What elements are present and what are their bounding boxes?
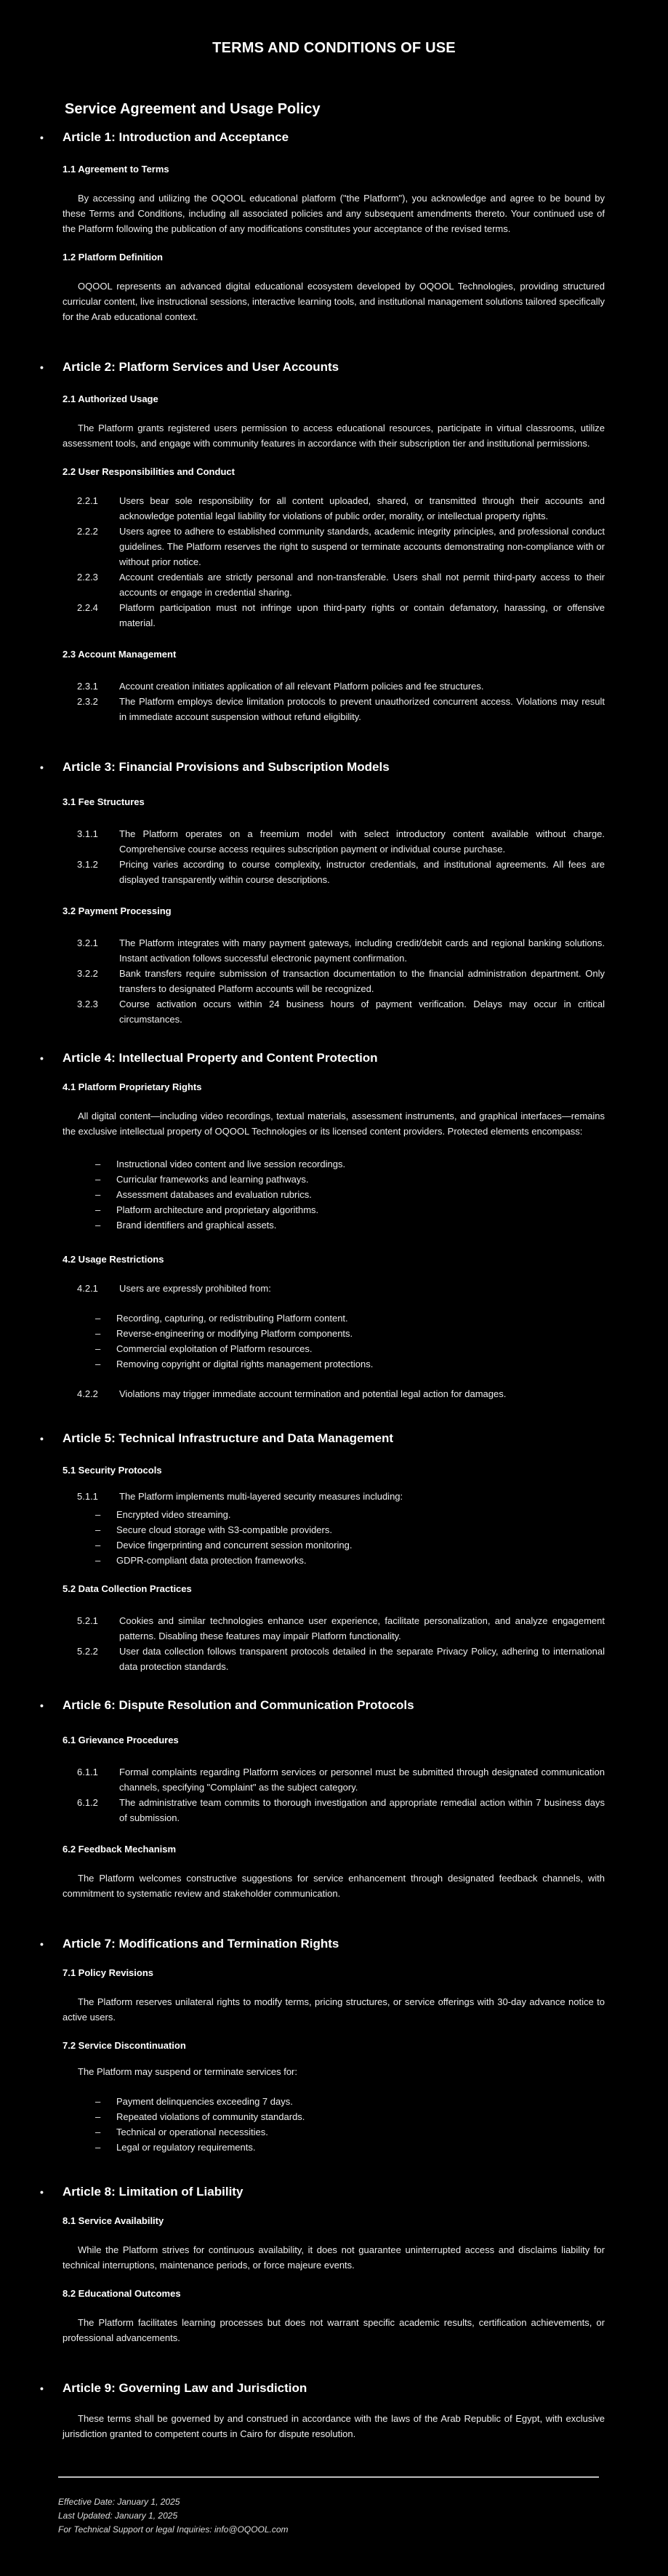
dash-icon: – [95,1509,101,1520]
document-subtitle: Service Agreement and Usage Policy [65,101,321,117]
item-number: 2.2.1 [77,495,98,506]
dash-icon: – [95,2127,101,2137]
item-number: 4.2.2 [77,1388,98,1399]
list-item [0,996,605,1027]
article-paragraph: These terms shall be governed by and construed in accordance with the laws of the Arab Republic of Egypt, with exclusive jurisdiction granted to competent courts in Cairo for dispute resolution. [63,2413,605,2439]
item-number: 3.2.3 [77,999,98,1009]
contact-info: For Technical Support or legal Inquiries: info@OQOOL.com [58,2524,289,2535]
numbered-list [0,1386,668,1401]
article-5 [0,1431,668,1674]
list-item [0,2094,668,2109]
item-text: Assessment databases and evaluation rubrics. [116,1189,312,1200]
numbered-list [0,1281,668,1296]
list-item [0,966,605,996]
list-item [0,1522,668,1537]
list-item [0,1507,668,1522]
numbered-list [0,1489,668,1504]
footer [0,2495,668,2537]
numbered-list [0,1613,668,1674]
item-text: The Platform integrates with many payment gateways, including credit/debit cards and regional banking solutions. Instant activation follows successful electronic payment confirmation. [119,937,605,964]
item-number: 2.3.1 [77,681,98,692]
document-title: TERMS AND CONDITIONS OF USE [212,40,456,56]
list-item [0,2124,668,2140]
article-title: Article 7: Modifications and Termination Rights [63,1937,339,1951]
item-number: 3.1.2 [77,859,98,870]
dash-icon: – [95,1174,101,1185]
list-item [0,1217,668,1233]
dash-icon: – [95,2096,101,2107]
item-text: User data collection follows transparent protocols detailed in the separate Privacy Policy, adhering to international data protection standards. [119,1646,605,1672]
section-paragraph: The Platform facilitates learning processes but does not warrant specific academic results, certification achievements, or professional advancements. [63,2317,605,2343]
item-text: The Platform employs device limitation protocols to prevent unauthorized concurrent access. Violations may result in immediate account suspension without refund eligibility. [119,696,605,722]
item-number: 5.2.1 [77,1615,98,1626]
item-text: Commercial exploitation of Platform resources. [116,1343,313,1354]
item-number: 5.1.1 [77,1491,98,1502]
list-item [0,1553,668,1568]
list-item [0,1187,668,1202]
dash-list [0,1311,668,1372]
item-number: 5.2.2 [77,1646,98,1657]
item-text: Users agree to adhere to established community standards, academic integrity principles, and professional conduct guidelines. The Platform reserves the right to suspend or terminate accounts demonstrating non-compliance with or without prior notice. [119,526,605,567]
article-title: Article 2: Platform Services and User Accounts [63,360,339,374]
article-heading [0,359,668,375]
dash-icon: – [95,1524,101,1535]
article-7 [0,1936,668,2155]
list-item [0,1613,605,1644]
section-heading: 2.3 Account Management [63,649,177,660]
numbered-list [0,1764,668,1825]
list-item [0,1537,668,1553]
list-item [0,826,605,857]
item-text: Device fingerprinting and concurrent session monitoring. [116,1540,353,1551]
item-text: Bank transfers require submission of transaction documentation to the financial administration department. Only transfers to designated Platform accounts will be recognized. [119,968,605,994]
section-heading: 2.1 Authorized Usage [63,393,158,404]
dash-list [0,2094,668,2155]
dash-icon: – [95,1359,101,1369]
item-text: Platform architecture and proprietary algorithms. [116,1204,319,1215]
list-item [0,935,605,966]
list-item [0,1156,668,1172]
article-9 [0,2380,668,2441]
item-number: 2.2.2 [77,526,98,537]
list-item [0,1281,605,1296]
list-item [0,2140,668,2155]
bullet-icon: • [40,761,44,773]
item-text: Account credentials are strictly personal and non-transferable. Users shall not permit third-party access to their accounts or engage in credential sharing. [119,572,605,598]
section-heading: 4.2 Usage Restrictions [63,1254,164,1265]
article-title: Article 4: Intellectual Property and Content Protection [63,1051,378,1065]
dash-icon: – [95,2111,101,2122]
list-item [0,1311,668,1326]
item-number: 3.1.1 [77,828,98,839]
article-8 [0,2184,668,2345]
dash-icon: – [95,1220,101,1231]
section-paragraph: By accessing and utilizing the OQOOL educational platform ("the Platform"), you acknowledge and agree to be bound by these Terms and Conditions, including all associated policies and any subsequent amendments thereto. Your continued use of the Platform following the publication of any modifications constitutes your acceptance of the revised terms. [63,193,605,234]
bullet-icon: • [40,1700,44,1711]
list-item [0,679,605,694]
dash-icon: – [95,1328,101,1339]
item-number: 3.2.1 [77,937,98,948]
item-number: 2.2.4 [77,602,98,613]
section-heading: 5.1 Security Protocols [63,1465,162,1476]
list-item [0,1764,605,1795]
list-item [0,1795,605,1825]
section-heading: 2.2 User Responsibilities and Conduct [63,466,235,477]
item-text: Recording, capturing, or redistributing Platform content. [116,1313,348,1324]
list-item [0,600,605,631]
article-4 [0,1050,668,1401]
item-text: Payment delinquencies exceeding 7 days. [116,2096,293,2107]
dash-icon: – [95,1159,101,1169]
item-text: Repeated violations of community standards. [116,2111,305,2122]
bullet-icon: • [40,361,44,373]
bullet-icon: • [40,1433,44,1444]
article-heading [0,2380,668,2396]
item-text: GDPR-compliant data protection frameworks. [116,1555,307,1566]
article-heading [0,1431,668,1447]
item-text: The administrative team commits to thorough investigation and appropriate remedial action within 7 business days of submission. [119,1797,605,1823]
item-text: The Platform operates on a freemium model with select introductory content available without charge. Comprehensive course access requires subscription payment or individual course purchase. [119,828,605,855]
item-text: Removing copyright or digital rights management protections. [116,1359,374,1369]
dash-icon: – [95,2142,101,2153]
article-title: Article 1: Introduction and Acceptance [63,130,289,144]
item-number: 2.2.3 [77,572,98,583]
article-heading [0,2184,668,2200]
list-item [0,1172,668,1187]
item-text: Encrypted video streaming. [116,1509,231,1520]
section-paragraph: The Platform grants registered users permission to access educational resources, participate in virtual classrooms, utilize assessment tools, and engage with community features in accordance with their subscription tier and institutional permissions. [63,423,605,449]
list-item [0,2109,668,2124]
bullet-icon: • [40,1052,44,1064]
effective-date: Effective Date: January 1, 2025 [58,2497,180,2507]
list-item [0,694,605,724]
item-text: Curricular frameworks and learning pathways. [116,1174,309,1185]
article-title: Article 3: Financial Provisions and Subscription Models [63,760,390,774]
bullet-icon: • [40,132,44,143]
section-heading: 3.2 Payment Processing [63,905,172,916]
item-text: Formal complaints regarding Platform services or personnel must be submitted through designated communication channels, specifying "Complaint" as the subject category. [119,1767,605,1793]
list-item [0,857,605,887]
article-1 [0,129,668,324]
list-item [0,524,605,569]
section-heading: 3.1 Fee Structures [63,796,145,807]
section-paragraph: The Platform welcomes constructive suggestions for service enhancement through designated feedback channels, with commitment to systematic review and stakeholder communication. [63,1873,605,1899]
article-heading [0,129,668,145]
article-title: Article 6: Dispute Resolution and Communication Protocols [63,1698,414,1712]
numbered-list [0,493,668,631]
article-title: Article 5: Technical Infrastructure and Data Management [63,1431,394,1445]
last-updated: Last Updated: January 1, 2025 [58,2511,178,2521]
item-number: 3.2.2 [77,968,98,979]
list-item [0,569,605,600]
list-item [0,1644,605,1674]
item-text: Platform participation must not infringe upon third-party rights or contain defamatory, harassing, or offensive material. [119,602,605,628]
item-number: 6.1.1 [77,1767,98,1777]
article-3 [0,759,668,1027]
article-6 [0,1697,668,1901]
item-text: Cookies and similar technologies enhance user experience, facilitate personalization, and analyze engagement patterns. Disabling these features may impair Platform functionality. [119,1615,605,1641]
dash-icon: – [95,1189,101,1200]
item-text: Course activation occurs within 24 business hours of payment verification. Delays may occur in critical circumstances. [119,999,605,1025]
item-number: 4.2.1 [77,1283,98,1294]
section-heading: 1.1 Agreement to Terms [63,164,169,175]
dash-icon: – [95,1204,101,1215]
numbered-list [0,826,668,887]
article-heading [0,759,668,775]
section-paragraph: While the Platform strives for continuous availability, it does not guarantee uninterrupted access and disclaims liability for technical interruptions, maintenance periods, or force majeure events. [63,2244,605,2271]
bullet-icon: • [40,2186,44,2198]
section-heading: 7.1 Policy Revisions [63,1967,154,1978]
section-paragraph: The Platform may suspend or terminate services for: [78,2066,298,2077]
article-title: Article 9: Governing Law and Jurisdiction [63,2381,307,2395]
article-heading [0,1697,668,1713]
item-text: Account creation initiates application of all relevant Platform policies and fee structures. [119,681,484,692]
item-text: Users bear sole responsibility for all content uploaded, shared, or transmitted through their accounts and acknowledge potential legal liability for violations of public order, morality, or intellectual property rights. [119,495,605,521]
list-item [0,1326,668,1341]
numbered-list [0,679,668,724]
dash-icon: – [95,1343,101,1354]
dash-list [0,1156,668,1233]
section-heading: 6.1 Grievance Procedures [63,1735,179,1745]
list-item [0,1356,668,1372]
item-text: Instructional video content and live session recordings. [116,1159,346,1169]
article-heading [0,1050,668,1066]
section-heading: 7.2 Service Discontinuation [63,2040,186,2051]
dash-icon: – [95,1555,101,1566]
section-heading: 8.2 Educational Outcomes [63,2288,181,2299]
list-item [0,1202,668,1217]
dash-list [0,1507,668,1568]
item-text: Pricing varies according to course complexity, instructor credentials, and institutional agreements. All fees are displayed transparently within course descriptions. [119,859,605,885]
item-text: Users are expressly prohibited from: [119,1283,271,1294]
item-number: 2.3.2 [77,696,98,707]
article-2 [0,359,668,724]
section-heading: 5.2 Data Collection Practices [63,1583,192,1594]
list-item [0,493,605,524]
item-text: Secure cloud storage with S3-compatible providers. [116,1524,332,1535]
list-item [0,1489,605,1504]
dash-icon: – [95,1540,101,1551]
section-paragraph: OQOOL represents an advanced digital educational ecosystem developed by OQOOL Technologies, providing structured curricular content, live instructional sessions, interactive learning tools, and institutional management solutions tailored specifically for the Arab educational context. [63,281,605,322]
section-heading: 8.1 Service Availability [63,2215,164,2226]
item-text: Legal or regulatory requirements. [116,2142,256,2153]
item-text: Brand identifiers and graphical assets. [116,1220,277,1231]
bullet-icon: • [40,2383,44,2394]
dash-icon: – [95,1313,101,1324]
list-item [0,1386,605,1401]
item-text: The Platform implements multi-layered security measures including: [119,1491,403,1502]
section-heading: 1.2 Platform Definition [63,252,163,263]
article-heading [0,1936,668,1952]
item-text: Reverse-engineering or modifying Platform components. [116,1328,353,1339]
section-paragraph: All digital content—including video recordings, textual materials, assessment instruments, and graphical interfaces—remains the exclusive intellectual property of OQOOL Technologies or its licensed content providers. Protected elements encompass: [63,1111,605,1137]
item-text: Technical or operational necessities. [116,2127,268,2137]
numbered-list [0,935,668,1027]
section-paragraph: The Platform reserves unilateral rights to modify terms, pricing structures, or service offerings with 30-day advance notice to active users. [63,1996,605,2023]
bullet-icon: • [40,1938,44,1950]
list-item [0,1341,668,1356]
section-heading: 6.2 Feedback Mechanism [63,1844,177,1855]
article-title: Article 8: Limitation of Liability [63,2185,244,2199]
section-heading: 4.1 Platform Proprietary Rights [63,1081,202,1092]
item-text: Violations may trigger immediate account termination and potential legal action for damages. [119,1388,507,1399]
item-number: 6.1.2 [77,1797,98,1808]
